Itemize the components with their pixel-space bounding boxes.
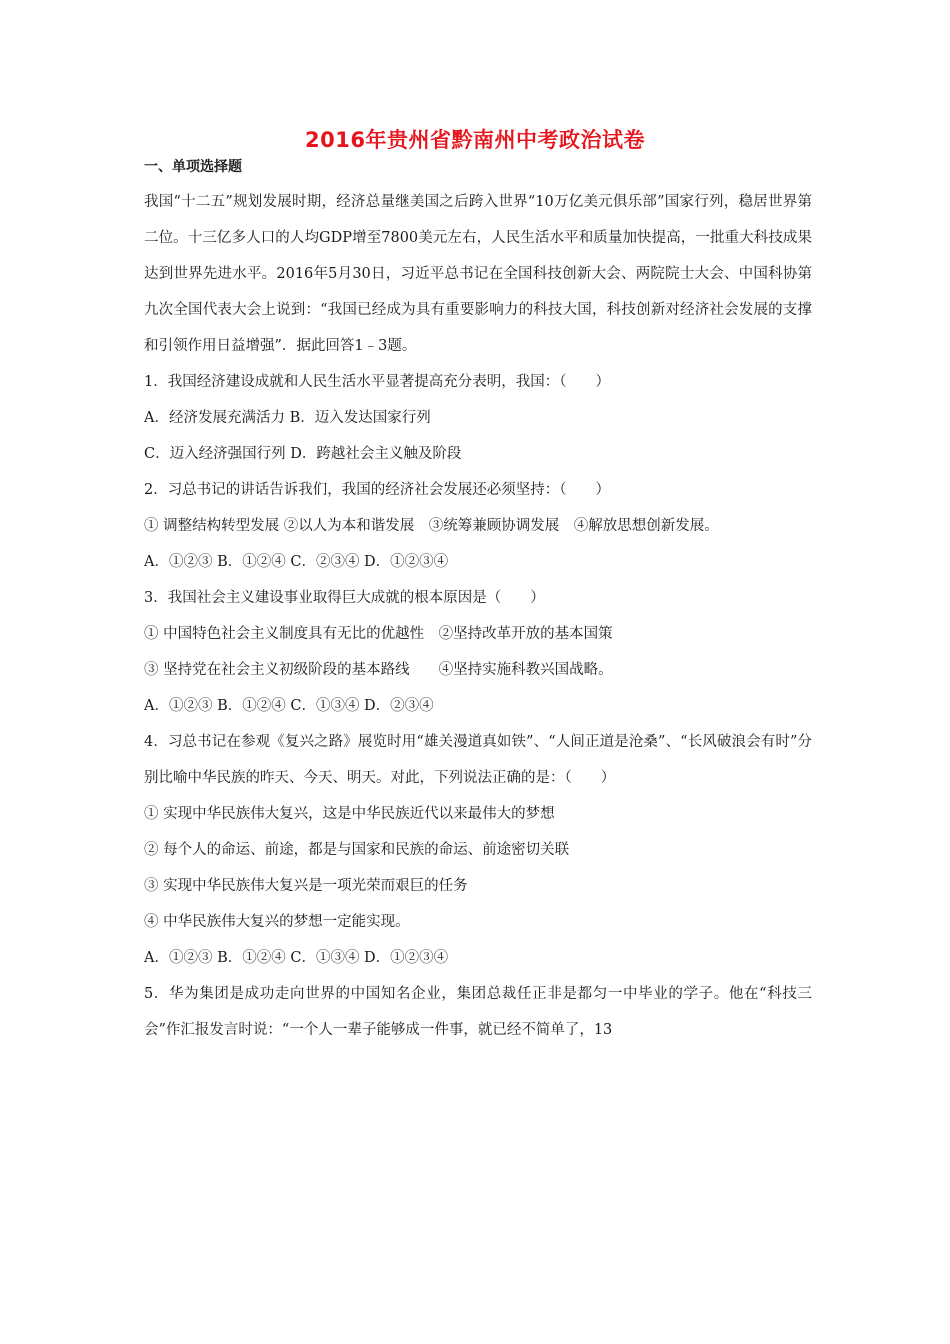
question-1-options-cd: C．迈入经济强国行列 D．跨越社会主义触及阶段 [144,446,462,462]
exam-content [144,184,812,1048]
intro-paragraph: 我国“十二五”规划发展时期，经济总量继美国之后跨入世界“10万亿美元俱乐部”国家行列，稳居世界第二位。十三亿多人口的人均GDP增至7800美元左右，人民生活水平和质量加快提高，一批重大科技成果达到世界先进水平。2016年5月30日，习近平总书记在全国科技创新大会、两院院士大会、中国科协第九次全国代表大会上说到：“我国已经成为具有重要影响力的科技大国，科技创新对经济社会发展的支撑和引领作用日益增强”．据此回答1﹣3题。 [144,194,812,354]
section-heading: 一、单项选择题 [144,159,242,175]
question-1-stem: 1．我国经济建设成就和人民生活水平显著提高充分表明，我国：（ ） [144,374,610,390]
question-2-statements: ① 调整结构转型发展 ②以人为本和谐发展 ③统筹兼顾协调发展 ④解放思想创新发展。 [144,518,719,534]
question-4-options: A．①②③ B．①②④ C．①③④ D．①②③④ [144,950,449,966]
question-4-statement-2: ② 每个人的命运、前途，都是与国家和民族的命运、前途密切关联 [144,842,570,858]
question-3-statements-1: ① 中国特色社会主义制度具有无比的优越性 ②坚持改革开放的基本国策 [144,626,613,642]
question-4-statement-3: ③ 实现中华民族伟大复兴是一项光荣而艰巨的任务 [144,878,468,894]
question-3-statements-2: ③ 坚持党在社会主义初级阶段的基本路线 ④坚持实施科教兴国战略。 [144,662,613,678]
question-3-stem: 3．我国社会主义建设事业取得巨大成就的根本原因是（ ） [144,590,545,606]
page-title: 2016年贵州省黔南州中考政治试卷 [305,128,645,152]
question-2-stem: 2．习总书记的讲话告诉我们，我国的经济社会发展还必须坚持：（ ） [144,482,610,498]
question-2-options: A．①②③ B．①②④ C．②③④ D．①②③④ [144,554,449,570]
question-4-stem: 4．习总书记在参观《复兴之路》展览时用“雄关漫道真如铁”、“人间正道是沧桑”、“长风破浪会有时”分别比喻中华民族的昨天、今天、明天。对此，下列说法正确的是：（ ） [144,734,812,786]
question-4-statement-1: ① 实现中华民族伟大复兴，这是中华民族近代以来最伟大的梦想 [144,806,555,822]
question-3-options: A．①②③ B．①②④ C．①③④ D．②③④ [144,698,434,714]
question-1-options-ab: A．经济发展充满活力 B．迈入发达国家行列 [144,410,431,426]
question-5-stem: 5．华为集团是成功走向世界的中国知名企业，集团总裁任正非是都匀一中毕业的学子。他在“科技三会”作汇报发言时说：“一个人一辈子能够成一件事，就已经不简单了，13 [144,986,812,1038]
question-4-statement-4: ④ 中华民族伟大复兴的梦想一定能实现。 [144,914,410,930]
